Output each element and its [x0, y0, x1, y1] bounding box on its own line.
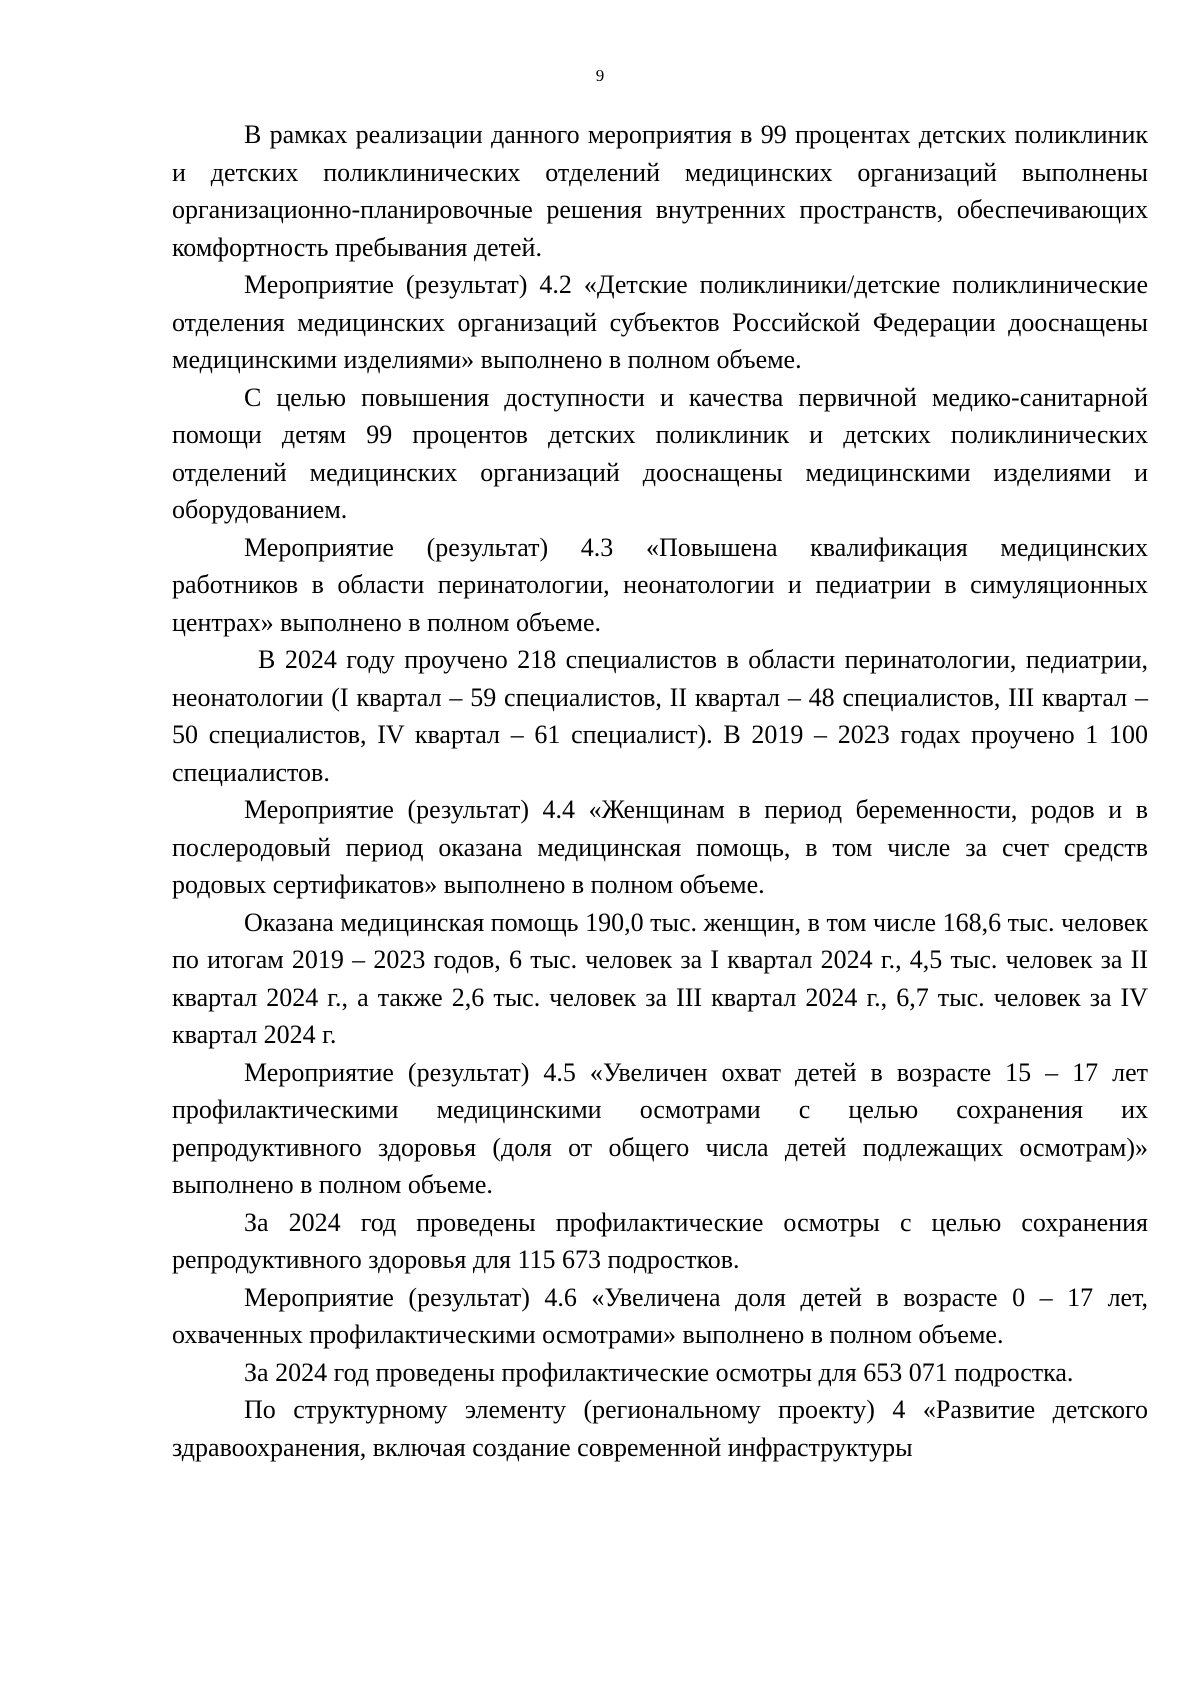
paragraph-4-5-result: За 2024 год проведены профилактические осмотры с целью сохранения репродуктивного здоровья для 115 673 подростков.: [172, 1207, 1148, 1274]
page-number: 9: [595, 66, 605, 85]
paragraph-measure-4-2: Мероприятие (результат) 4.2 «Детские поликлиники/детские поликлинические отделения медицинских организаций субъектов Российской Федерации дооснащены медицинскими изделиями» выполнено в полном объеме.: [172, 270, 1148, 374]
paragraph-4-6-result: За 2024 год проведены профилактические осмотры для 653 071 подростка.: [244, 1357, 1074, 1387]
paragraph-4-2-result: С целью повышения доступности и качества первичной медико-санитарной помощи детям 99 процентов детских поликлиник и детских поликлинических отделений медицинских организаций дооснащены медицинскими изделиями и оборудованием.: [172, 382, 1148, 524]
paragraph-measure-4-6: Мероприятие (результат) 4.6 «Увеличена доля детей в возрасте 0 – 17 лет, охваченных профилактическими осмотрами» выполнено в полном объеме.: [172, 1282, 1148, 1349]
paragraph-4-3-result: В 2024 году проучено 218 специалистов в области перинатологии, педиатрии, неонатологии (I квартал – 59 специалистов, II квартал – 48 специалистов, III квартал – 50 специалистов, IV квартал – 61 специалист). В 2019 – 2023 годах проучено 1 100 специалистов.: [172, 645, 1148, 787]
paragraph-measure-4-5: Мероприятие (результат) 4.5 «Увеличен охват детей в возрасте 15 – 17 лет профилактическими медицинскими осмотрами с целью сохранения их репродуктивного здоровья (доля от общего числа детей подлежащих осмотрам)» выполнено в полном объеме.: [172, 1057, 1148, 1199]
paragraph-4-4-result: Оказана медицинская помощь 190,0 тыс. женщин, в том числе 168,6 тыс. человек по итогам 2019 – 2023 годов, 6 тыс. человек за I квартал 2024 г., 4,5 тыс. человек за II квартал 2024 г., а также 2,6 тыс. человек за III квартал 2024 г., 6,7 тыс. человек за IV квартал 2024 г.: [172, 907, 1148, 1049]
paragraph-measure-4-3: Мероприятие (результат) 4.3 «Повышена квалификация медицинских работников в области перинатологии, неонатологии и педиатрии в симуляционных центрах» выполнено в полном объеме.: [172, 532, 1148, 637]
paragraph-4-1-result: В рамках реализации данного мероприятия в 99 процентах детских поликлиник и детских поликлинических отделений медицинских организаций выполнены организационно-планировочные решения внутренних пространств, обеспечивающих комфортность пребывания детей.: [172, 120, 1148, 262]
paragraph-measure-4-4: Мероприятие (результат) 4.4 «Женщинам в период беременности, родов и в послеродовый период оказана медицинская помощь, в том числе за счет средств родовых сертификатов» выполнено в полном объеме.: [172, 795, 1148, 899]
document-body: [172, 116, 1148, 1466]
paragraph-structural-element-4: По структурному элементу (региональному проекту) 4 «Развитие детского здравоохранения, включая создание современной инфраструктуры: [172, 1395, 1148, 1462]
